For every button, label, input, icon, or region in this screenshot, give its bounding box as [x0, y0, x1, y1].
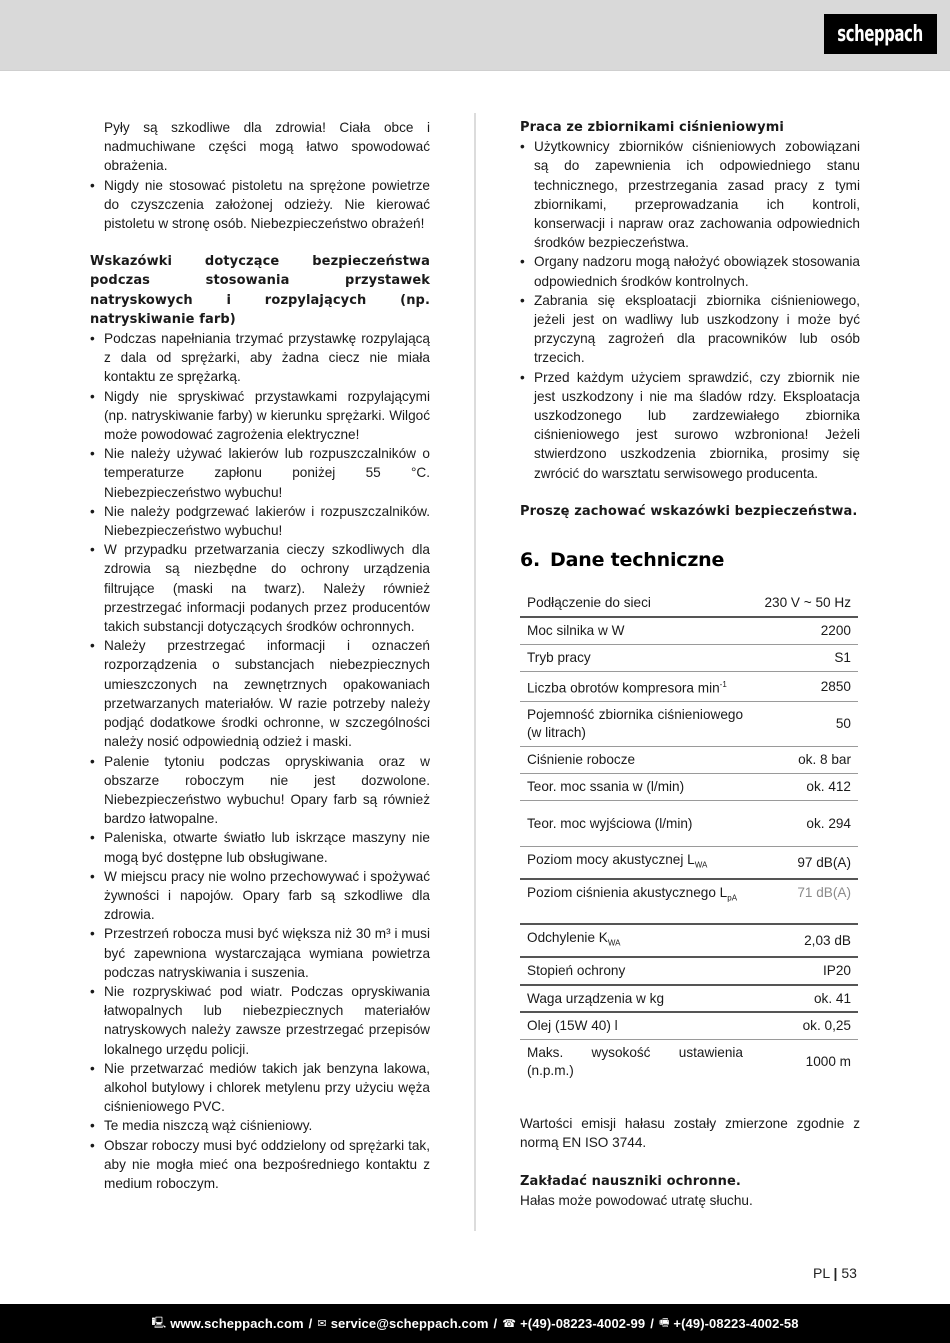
page-header-band — [0, 0, 950, 71]
spray-safety-list — [90, 329, 430, 1193]
technical-data-table — [520, 588, 858, 1084]
table-row — [520, 671, 858, 701]
page-number: PL | 53 — [813, 1265, 857, 1281]
email-icon: ✉ — [317, 1318, 327, 1330]
spec-label — [520, 879, 750, 924]
table-row — [520, 800, 858, 846]
list-item: • Należy przestrzegać informacji i oznaczeń rozporządzenia o substancjach niebezpiecznych umieszczonych na zewnętrznych opakowaniach przetwarzanych materiałów. W razie potrzeby należy podjąć dodatkowe środki ochronne, w szczególności należy nosić odpowiednią odzież i maski. — [90, 636, 430, 751]
list-item: • Zabrania się eksploatacji zbiornika ciśnieniowego, jeżeli jest on wadliwy lub uszkodzony i może być przyczyną zagrożeń dla pracowników lub osób trzecich. — [520, 291, 860, 368]
pressure-tank-heading: Praca ze zbiornikami ciśnieniowymi — [520, 120, 784, 135]
table-row — [520, 924, 858, 957]
table-row — [520, 957, 858, 985]
ear-protection-heading: Zakładać nauszniki ochronne. — [520, 1173, 741, 1189]
list-item: • Nie przetwarzać mediów takich jak benzyna lakowa, alkohol butylowy i chlorek metylenu przy użyciu węża ciśnieniowego PVC. — [90, 1059, 430, 1117]
spec-value: 71 dB(A) — [797, 885, 851, 901]
spec-label: Teor. moc wyjściowa (l/min) — [527, 815, 693, 831]
spec-label — [520, 846, 750, 879]
table-row — [520, 644, 858, 671]
section-title-text: Dane techniczne — [550, 549, 725, 572]
table-row — [520, 1039, 858, 1084]
spec-value: S1 — [834, 650, 851, 666]
spec-label — [520, 924, 750, 957]
spec-value: IP20 — [823, 963, 851, 979]
scheppach-logo — [824, 14, 937, 54]
list-item: • Nie rozpryskiwać pod wiatr. Podczas opryskiwania łatwopalnych lub niebezpiecznych materiałów natryskowych należy zawsze przestrzegać przepisów lokalnego urzędu policji. — [90, 982, 430, 1059]
telephone-icon: ☎ — [502, 1318, 517, 1330]
list-item: • Przestrzeń robocza musi być większa niż 30 m³ i musi być zapewniona wystarczająca wymiana powietrza podczas natryskiwania i suszenia. — [90, 924, 430, 982]
spec-label-text: Poziom ciśnienia akustycznego L — [527, 885, 728, 901]
keep-instructions-note: Proszę zachować wskazówki bezpieczeństwa. — [520, 503, 858, 519]
intro-bullet-list — [90, 176, 430, 234]
spec-label: Tryb pracy — [527, 650, 591, 666]
subscript: pA — [727, 893, 738, 903]
spec-label: Podłączenie do sieci — [527, 594, 651, 610]
list-item: • Nigdy nie stosować pistoletu na sprężone powietrze do czyszczenia założonej odzieży. Nie kierować pistoletu w stronę osób. Niebezpieczeństwo obrażeń! — [90, 176, 430, 234]
spec-value: 2850 — [820, 678, 851, 694]
spec-value: ok. 8 bar — [798, 752, 851, 768]
table-row — [520, 985, 858, 1013]
table-row — [520, 773, 858, 800]
spec-label: Stopień ochrony — [527, 963, 626, 979]
table-row — [520, 1012, 858, 1039]
spec-value: ok. 294 — [806, 815, 851, 831]
spec-label-text: Odchylenie K — [527, 930, 608, 946]
spec-label: Olej (15W 40) l — [527, 1018, 618, 1034]
table-row — [520, 879, 858, 924]
spec-label: Teor. moc ssania w (l/min) — [527, 779, 685, 795]
spec-label-text: Liczba obrotów kompresora min — [527, 680, 720, 696]
spray-safety-heading: Wskazówki dotyczące bezpieczeństwa podczas stosowania przystawek natryskowych i rozpylających (np. natryskiwanie farb) — [90, 254, 430, 327]
page-number-value: 53 — [841, 1265, 857, 1281]
spec-value: 1000 m — [805, 1054, 851, 1070]
table-row — [520, 701, 858, 746]
spec-label: Pojemność zbiornika ciśnieniowego (w litrach) — [527, 707, 743, 740]
spec-label-text: Poziom mocy akustycznej L — [527, 851, 695, 867]
list-item: • Nigdy nie spryskiwać przystawkami rozpylającymi (np. natryskiwanie farby) w kierunku sprężarki. Wilgoć może powodować zagrożenia elektryczne! — [90, 387, 430, 445]
phone-number: +(49)-08223-4002-99 — [520, 1316, 646, 1331]
list-item: • Organy nadzoru mogą nałożyć obowiązek stosowania odpowiednich środków kontrolnych. — [520, 252, 860, 290]
list-item: • Użytkownicy zbiorników ciśnieniowych zobowiązani są do zapewnienia ich odpowiedniego stanu technicznego, przestrzegania zasad pracy z tymi zbiornikami, przeprowadzania ich kontroli, konserwacji i napraw oraz zachowania odpowiednich środków bezpieczeństwa. — [520, 137, 860, 252]
superscript: -1 — [719, 679, 727, 689]
computer-icon: 🖳 — [151, 1317, 167, 1329]
spec-value: 2200 — [820, 623, 851, 639]
list-item: • W przypadku przetwarzania cieczy szkodliwych dla zdrowia są niezbędne do ochrony urządzenia filtrujące (maski na twarz). Należy również przestrzegać informacji podanych przez producentów takich substancji dotyczących środków ochronnych. — [90, 540, 430, 636]
left-column — [90, 118, 430, 1193]
table-row — [520, 617, 858, 644]
right-column — [520, 118, 860, 1210]
spec-value: 97 dB(A) — [797, 854, 851, 870]
list-item: • Nie należy podgrzewać lakierów i rozpuszczalników. Niebezpieczeństwo wybuchu! — [90, 502, 430, 540]
list-item: • Paleniska, otwarte światło lub iskrzące maszyny nie mogą być dostępne lub obsługiwane. — [90, 828, 430, 866]
contact-footer: 🖳 www.scheppach.com / ✉ service@scheppach.com / ☎ +(49)-08223-4002-99 / 🖷 +(49)-08223-4002-58 — [0, 1304, 950, 1343]
spec-value: ok. 41 — [813, 990, 851, 1006]
list-item: • Te media niszczą wąż ciśnieniowy. — [90, 1116, 430, 1135]
page-language: PL — [813, 1265, 830, 1281]
intro-text: Pyły są szkodliwe dla zdrowia! Ciała obce i nadmuchiwane części mogą łatwo spowodować obrażenia. — [104, 120, 430, 174]
list-item: • Palenie tytoniu podczas opryskiwania oraz w obszarze roboczym nie jest dozwolone. Niebezpieczeństwo wybuchu! Opary farb są również bardzo łatwopalne. — [90, 752, 430, 829]
spec-value: ok. 412 — [806, 779, 851, 795]
spec-value: 2,03 dB — [804, 932, 851, 948]
spec-label: Waga urządzenia w kg — [527, 990, 665, 1006]
table-row — [520, 588, 858, 617]
spec-value: 50 — [835, 716, 851, 732]
list-item: • Nie należy używać lakierów lub rozpuszczalników o temperaturze zapłonu poniżej 55 °C. Niebezpieczeństwo wybuchu! — [90, 444, 430, 502]
subscript: WA — [607, 938, 621, 948]
website-link[interactable]: www.scheppach.com — [170, 1316, 304, 1331]
pressure-tank-list — [520, 137, 860, 483]
column-divider — [474, 113, 476, 1231]
noise-measurement-note: Wartości emisji hałasu zostały zmierzone zgodnie z normą EN ISO 3744. — [520, 1116, 860, 1151]
spec-label: Ciśnienie robocze — [527, 752, 636, 768]
spec-label: Maks. wysokość ustawienia (n.p.m.) — [527, 1045, 743, 1078]
spec-label: Moc silnika w W — [527, 623, 625, 639]
table-row — [520, 846, 858, 879]
spec-label — [520, 671, 750, 701]
ear-protection-text: Hałas może powodować utratę słuchu. — [520, 1192, 753, 1208]
email-link[interactable]: service@scheppach.com — [330, 1316, 489, 1331]
spec-value: ok. 0,25 — [802, 1018, 851, 1034]
fax-icon: 🖷 — [658, 1317, 670, 1329]
list-item: • W miejscu pracy nie wolno przechowywać i spożywać żywności i napojów. Opary farb są szkodliwe dla zdrowia. — [90, 867, 430, 925]
section-title — [520, 551, 860, 570]
fax-number: +(49)-08223-4002-58 — [673, 1316, 799, 1331]
list-item: • Obszar roboczy musi być oddzielony od sprężarki tak, aby nie mogła mieć ona bezpośredniego kontaktu z medium roboczym. — [90, 1136, 430, 1194]
subscript: WA — [694, 860, 708, 870]
list-item: • Podczas napełniania trzymać przystawkę rozpylającą z dala od sprężarki, aby żadna ciecz nie miała kontaktu ze sprężarką. — [90, 329, 430, 387]
list-item: • Przed każdym użyciem sprawdzić, czy zbiornik nie jest uszkodzony i nie ma śladów rdzy. Eksploatacja uszkodzonego lub zardzewiałego zbiornika ciśnieniowego jest surowo wzbroniona! Jeżeli stwierdzono uszkodzenia zbiornika, prosimy się zwrócić do warsztatu serwisowego producenta. — [520, 368, 860, 483]
spec-value: 230 V ~ 50 Hz — [764, 594, 851, 610]
table-row — [520, 746, 858, 773]
brand-name: scheppach — [837, 21, 924, 47]
section-number: 6. — [520, 549, 541, 572]
